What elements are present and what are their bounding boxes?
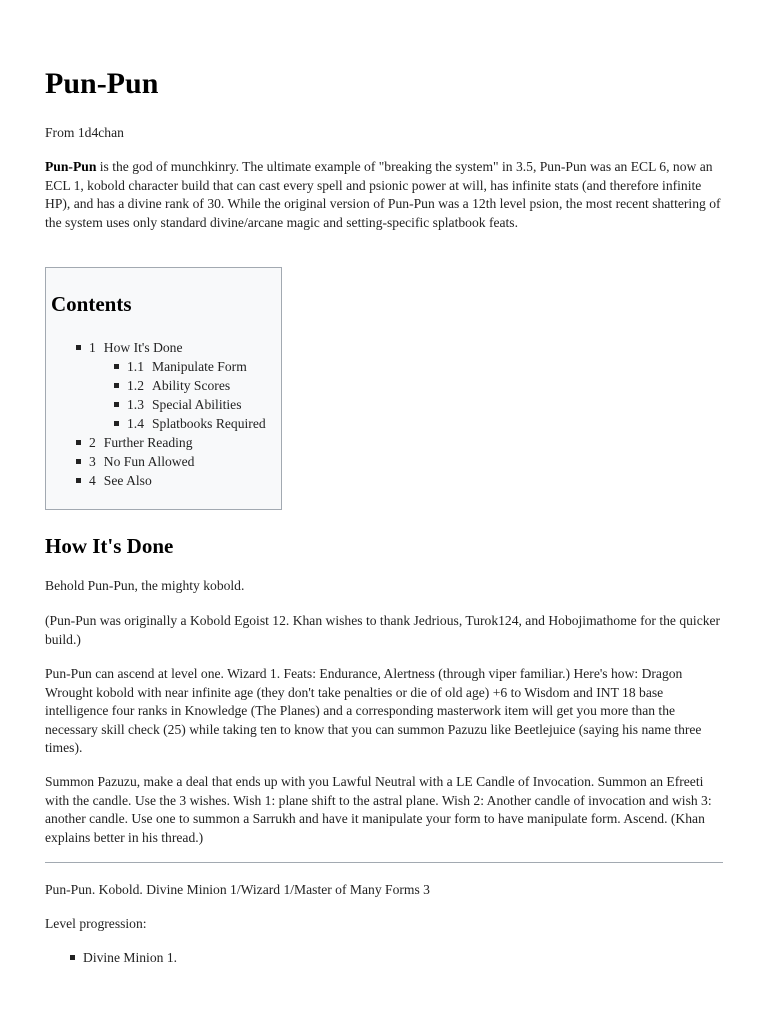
toc-item-manipulate-form[interactable] [114, 358, 247, 377]
intro-bold-title: Pun-Pun [45, 159, 97, 174]
page-title: Pun-Pun [45, 67, 159, 100]
toc-item-ability-scores[interactable] [114, 377, 230, 396]
toc-label: No Fun Allowed [103, 454, 195, 469]
bullet-icon [114, 364, 119, 369]
paragraph: Level progression: [45, 916, 147, 931]
toc-label: Splatbooks Required [152, 416, 266, 431]
toc-title: Contents [51, 292, 132, 316]
toc-item-special-abilities[interactable] [114, 396, 241, 415]
bullet-icon [114, 421, 119, 426]
toc-label: Ability Scores [152, 378, 231, 393]
toc-item-how-its-done[interactable] [76, 339, 183, 358]
source-line: From 1d4chan [45, 125, 124, 140]
paragraph: Behold Pun-Pun, the mighty kobold. [45, 578, 245, 593]
toc-item-splatbooks-required[interactable] [114, 415, 266, 434]
intro-paragraph [45, 158, 723, 232]
toc-number: 1 [89, 340, 96, 355]
list-item-text: Divine Minion 1. [83, 950, 178, 965]
toc-number: 4 [89, 473, 96, 488]
bullet-icon [70, 955, 75, 960]
toc-item-further-reading[interactable] [76, 434, 193, 453]
bullet-icon [76, 440, 81, 445]
toc-label: See Also [103, 473, 152, 488]
paragraph: Pun-Pun. Kobold. Divine Minion 1/Wizard 1/Master of Many Forms 3 [45, 882, 430, 897]
toc-label: Manipulate Form [152, 359, 247, 374]
horizontal-rule [45, 862, 723, 863]
toc-label: Further Reading [103, 435, 193, 450]
paragraph: (Pun-Pun was originally a Kobold Egoist 12. Khan wishes to thank Jedrious, Turok124, and Hobojimathome for the quicker build.) [45, 613, 721, 647]
toc-label: How It's Done [103, 340, 183, 355]
toc-item-no-fun-allowed[interactable] [76, 453, 194, 472]
toc-number: 3 [89, 454, 96, 469]
toc-item-see-also[interactable] [76, 472, 152, 491]
bullet-icon [114, 402, 119, 407]
list-item [70, 949, 177, 968]
bullet-icon [76, 478, 81, 483]
paragraph: Pun-Pun can ascend at level one. Wizard 1. Feats: Endurance, Alertness (through viper familiar.) Here's how: Dragon Wrought kobold with near infinite age (they don't take penalties or die of old age) +6 to Wisdom and INT 18 base intelligence four ranks in Knowledge (The Planes) and a corresponding masterwork item will get you more than the necessary skill check (25) while taking ten to know that you can summon Pazuzu like Beetlejuice (saying his name three times). [45, 666, 702, 755]
bullet-icon [76, 345, 81, 350]
bullet-icon [114, 383, 119, 388]
toc-number: 1.4 [127, 416, 144, 431]
toc-number: 1.3 [127, 397, 144, 412]
bullet-icon [76, 459, 81, 464]
toc-number: 1.1 [127, 359, 144, 374]
toc-label: Special Abilities [152, 397, 242, 412]
toc-number: 1.2 [127, 378, 144, 393]
intro-text: is the god of munchkinry. The ultimate example of "breaking the system" in 3.5, Pun-Pun was an ECL 6, now an ECL 1, kobold character build that can cast every spell and psionic power at will, has infinite stats (and therefore infinite HP), and has a divine rank of 30. While the original version of Pun-Pun was a 12th level psion, the most recent shattering of the system uses only standard divine/arcane magic and setting-specific splatbook feats. [45, 159, 721, 230]
toc-number: 2 [89, 435, 96, 450]
paragraph: Summon Pazuzu, make a deal that ends up with you Lawful Neutral with a LE Candle of Invocation. Summon an Efreeti with the candle. Use the 3 wishes. Wish 1: plane shift to the astral plane. Wish 2: Another candle of invocation and wish 3: another candle. Use one to summon a Sarrukh and have it manipulate your form to have manipulate form. Ascend. (Khan explains better in his thread.) [45, 774, 712, 845]
section-heading: How It's Done [45, 534, 174, 558]
